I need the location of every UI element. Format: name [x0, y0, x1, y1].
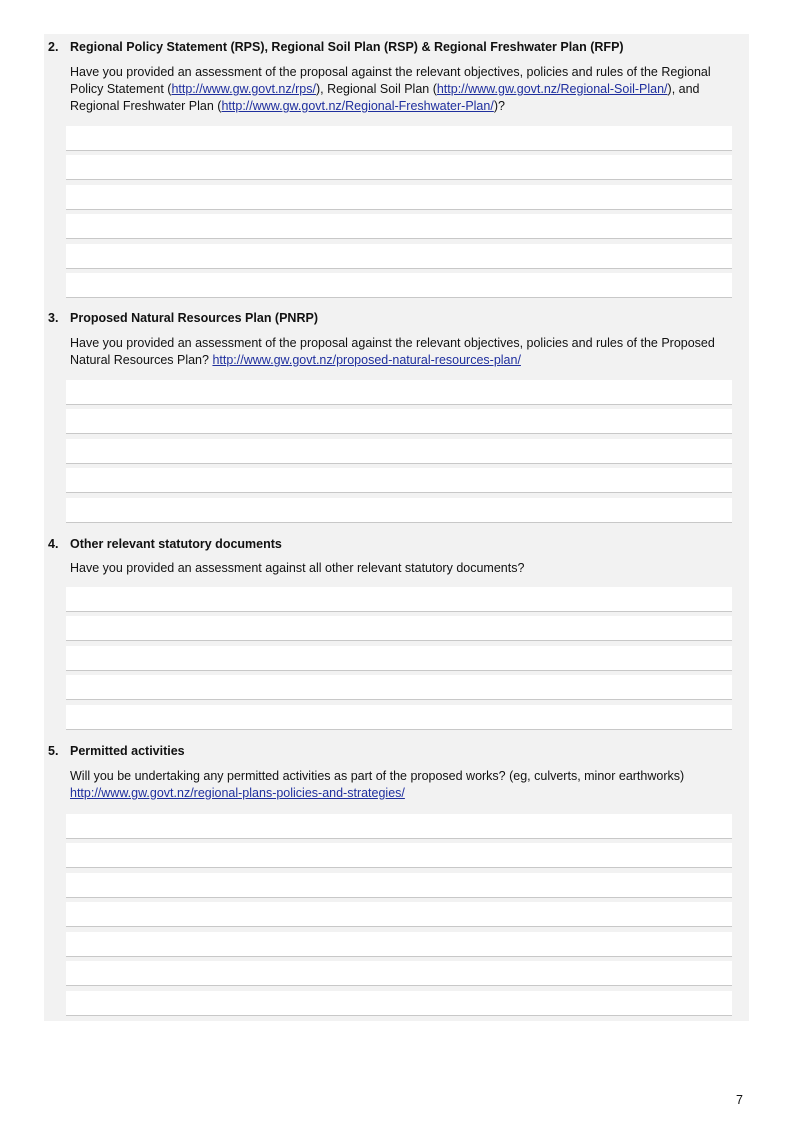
regional-freshwater-plan-link[interactable]: http://www.gw.govt.nz/Regional-Freshwater-Plan/ — [221, 99, 494, 113]
section-heading — [48, 39, 624, 55]
answer-line[interactable] — [66, 587, 732, 612]
section-number: 5. — [48, 744, 59, 758]
section-number: 3. — [48, 311, 59, 325]
pnrp-link[interactable]: http://www.gw.govt.nz/proposed-natural-resources-plan/ — [212, 353, 521, 367]
answer-line[interactable] — [66, 843, 732, 868]
section-question: Will you be undertaking any permitted activities as part of the proposed works? (eg, culverts, minor earthworks) http://www.gw.govt.nz/regional-plans-policies-and-strategies/ — [70, 769, 685, 800]
answer-line[interactable] — [66, 273, 732, 298]
answer-line[interactable] — [66, 185, 732, 210]
answer-line[interactable] — [66, 439, 732, 464]
answer-line[interactable] — [66, 961, 732, 986]
answer-line[interactable] — [66, 155, 732, 180]
section-title: Other relevant statutory documents — [70, 537, 282, 551]
page-number: 7 — [736, 1093, 743, 1107]
answer-line[interactable] — [66, 468, 732, 493]
section-number: 2. — [48, 40, 59, 54]
answer-line[interactable] — [66, 873, 732, 898]
answer-line[interactable] — [66, 126, 732, 151]
section-heading — [48, 536, 282, 552]
answer-line[interactable] — [66, 902, 732, 927]
regional-plans-link[interactable]: http://www.gw.govt.nz/regional-plans-policies-and-strategies/ — [70, 786, 405, 800]
section-heading — [48, 310, 318, 326]
answer-line[interactable] — [66, 675, 732, 700]
answer-line[interactable] — [66, 498, 732, 523]
answer-line[interactable] — [66, 705, 732, 730]
section-title: Regional Policy Statement (RPS), Regional Soil Plan (RSP) & Regional Freshwater Plan (RFP) — [70, 40, 624, 54]
answer-line[interactable] — [66, 214, 732, 239]
answer-line[interactable] — [66, 409, 732, 434]
rps-link[interactable]: http://www.gw.govt.nz/rps/ — [171, 82, 316, 96]
section-heading — [48, 743, 185, 759]
answer-line[interactable] — [66, 616, 732, 641]
section-question: Have you provided an assessment of the proposal against the relevant objectives, policies and rules of the Regional Policy Statement (http://www.gw.govt.nz/rps/), Regional Soil Plan (http://www.gw.govt.nz/Regional-Soil-Plan/), and Regional Freshwater Plan (http://www.gw.govt.nz/Regional-Freshwater-Plan/)? — [70, 65, 711, 113]
section-question: Have you provided an assessment of the proposal against the relevant objectives, policies and rules of the Proposed Natural Resources Plan? http://www.gw.govt.nz/proposed-natural-resources-plan/ — [70, 336, 715, 367]
section-title: Permitted activities — [70, 744, 185, 758]
answer-line[interactable] — [66, 244, 732, 269]
form-panel — [44, 34, 749, 1021]
answer-line[interactable] — [66, 814, 732, 839]
answer-line[interactable] — [66, 380, 732, 405]
regional-soil-plan-link[interactable]: http://www.gw.govt.nz/Regional-Soil-Plan/ — [436, 82, 668, 96]
answer-line[interactable] — [66, 646, 732, 671]
section-number: 4. — [48, 537, 59, 551]
answer-line[interactable] — [66, 991, 732, 1016]
section-question: Have you provided an assessment against all other relevant statutory documents? — [70, 561, 525, 575]
answer-line[interactable] — [66, 932, 732, 957]
section-title: Proposed Natural Resources Plan (PNRP) — [70, 311, 318, 325]
